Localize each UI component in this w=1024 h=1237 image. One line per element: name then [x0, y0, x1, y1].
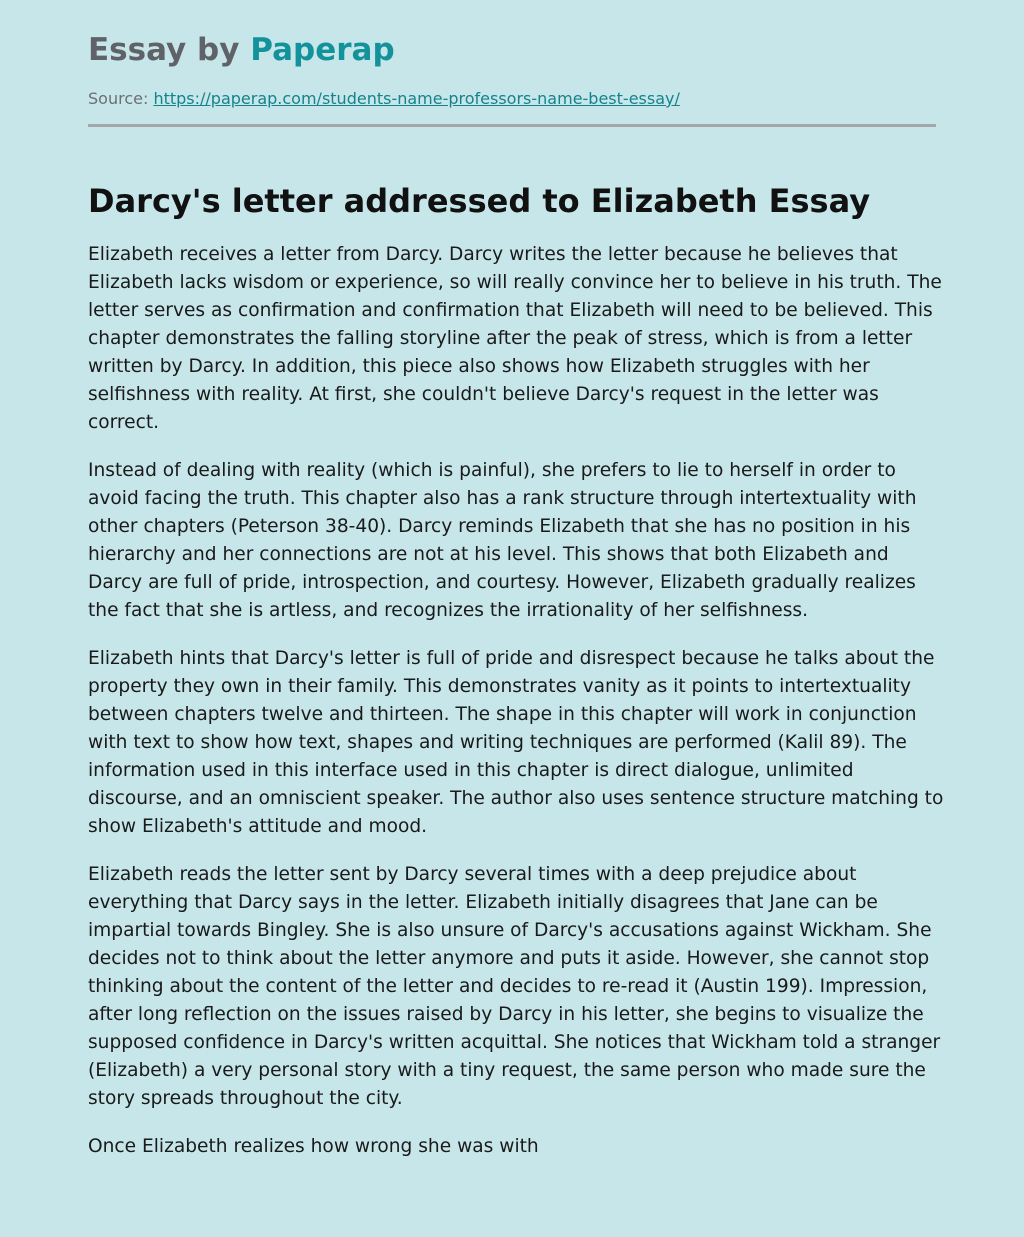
paragraph: Elizabeth receives a letter from Darcy. Darcy writes the letter because he believes that Elizabeth lacks wisdom or experience, so will really convince her to believe in his truth. The letter serves as confirmation and confirmation that Elizabeth will need to be believed. This chapter demonstrates the falling storyline after the peak of stress, which is from a letter written by Darcy. In addition, this piece also shows how Elizabeth struggles with her selfishness with reality. At first, she couldn't believe Darcy's request in the letter was correct.	[88, 244, 942, 433]
essay-body	[88, 241, 948, 1181]
paragraph: Instead of dealing with reality (which is painful), she prefers to lie to herself in order to avoid facing the truth. This chapter also has a rank structure through intertextuality with other chapters (Peterson 38-40). Darcy reminds Elizabeth that she has no position in his hierarchy and her connections are not at his level. This shows that both Elizabeth and Darcy are full of pride, introspection, and courtesy. However, Elizabeth gradually realizes the fact that she is artless, and recognizes the irrationality of her selfishness.	[88, 460, 917, 621]
header-divider	[88, 124, 936, 127]
paragraph: Elizabeth reads the letter sent by Darcy several times with a deep prejudice about everything that Darcy says in the letter. Elizabeth initially disagrees that Jane can be impartial towards Bingley. She is also unsure of Darcy's accusations against Wickham. She decides not to think about the letter anymore and puts it aside. However, she cannot stop thinking about the content of the letter and decides to re-read it (Austin 199). Impression, after long reflection on the issues raised by Darcy in his letter, she begins to visualize the supposed confidence in Darcy's written acquittal. She notices that Wickham told a stranger (Elizabeth) a very personal story with a tiny request, the same person who made sure the story spreads throughout the city.	[88, 864, 941, 1109]
paragraph: Elizabeth hints that Darcy's letter is full of pride and disrespect because he talks about the property they own in their family. This demonstrates vanity as it points to intertextuality between chapters twelve and thirteen. The shape in this chapter will work in conjunction with text to show how text, shapes and writing techniques are performed (Kalil 89). The information used in this interface used in this chapter is direct dialogue, unlimited discourse, and an omniscient speaker. The author also uses sentence structure matching to show Elizabeth's attitude and mood.	[88, 648, 944, 837]
paragraph: Once Elizabeth realizes how wrong she was with	[88, 1136, 539, 1157]
source-line	[88, 88, 680, 110]
brand-prefix: Essay by	[88, 32, 251, 68]
source-label: Source:	[88, 89, 149, 108]
source-link[interactable]: https://paperap.com/students-name-professors-name-best-essay/	[153, 89, 680, 108]
site-brand[interactable]	[88, 28, 395, 72]
essay-title: Darcy's letter addressed to Elizabeth Essay	[88, 182, 871, 220]
brand-name: Paperap	[250, 32, 395, 68]
